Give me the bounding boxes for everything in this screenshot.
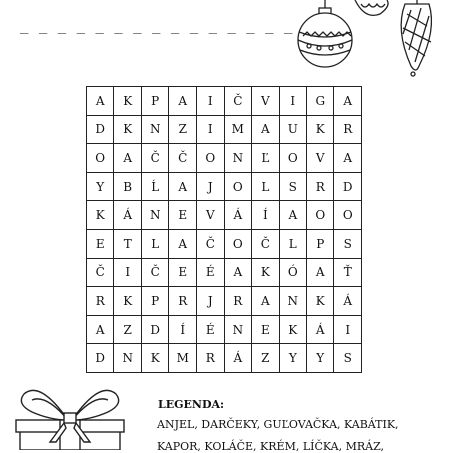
grid-cell: L [279, 229, 307, 258]
grid-cell: O [307, 201, 334, 230]
grid-row [87, 258, 362, 287]
grid-cell: I [114, 258, 142, 287]
grid-cell: N [279, 287, 307, 316]
grid-cell: Á [224, 344, 252, 373]
grid-cell: U [279, 115, 307, 144]
grid-cell: O [224, 172, 252, 201]
grid-cell: I [279, 87, 307, 116]
grid-cell: A [87, 315, 114, 344]
grid-cell: N [141, 201, 169, 230]
grid-cell: J [197, 287, 224, 316]
grid-cell: E [169, 201, 197, 230]
grid-cell: K [87, 201, 114, 230]
grid-cell: A [334, 87, 362, 116]
grid-cell: R [87, 287, 114, 316]
grid-cell: Y [87, 172, 114, 201]
grid-cell: A [169, 87, 197, 116]
grid-cell: Č [252, 229, 279, 258]
grid-cell: Č [87, 258, 114, 287]
name-line: _ _ _ _ _ _ _ _ _ _ _ _ _ _ _ [20, 18, 294, 34]
grid-row [87, 229, 362, 258]
grid-cell: M [224, 115, 252, 144]
grid-row [87, 144, 362, 173]
grid-cell: É [197, 315, 224, 344]
grid-cell: G [307, 87, 334, 116]
christmas-ornaments-icon [285, 0, 450, 80]
grid-cell: P [307, 229, 334, 258]
grid-cell: K [141, 344, 169, 373]
grid-row [87, 287, 362, 316]
legend-words-line-2: KAPOR, KOLÁČE, KRÉM, LÍČKA, MRÁZ, [157, 440, 385, 453]
grid-cell: Č [141, 144, 169, 173]
grid-cell: O [279, 144, 307, 173]
grid-cell: I [197, 87, 224, 116]
grid-cell: Č [169, 144, 197, 173]
grid-cell: Z [114, 315, 142, 344]
grid-cell: Á [307, 315, 334, 344]
grid-cell: S [334, 344, 362, 373]
grid-cell: A [114, 144, 142, 173]
grid-cell: É [197, 258, 224, 287]
legend-words-line-1: ANJEL, DARČEKY, GUĽOVAČKA, KABÁTIK, [157, 418, 399, 431]
grid-cell: E [252, 315, 279, 344]
grid-cell: N [224, 144, 252, 173]
grid-cell: K [252, 258, 279, 287]
grid-cell: R [197, 344, 224, 373]
grid-cell: P [141, 87, 169, 116]
legend-title: LEGENDA: [158, 398, 225, 411]
grid-cell: D [334, 172, 362, 201]
grid-row [87, 201, 362, 230]
grid-row [87, 172, 362, 201]
grid-cell: D [141, 315, 169, 344]
grid-cell: M [169, 344, 197, 373]
grid-cell: Č [197, 229, 224, 258]
grid-row [87, 315, 362, 344]
grid-cell: A [279, 201, 307, 230]
grid-cell: T [114, 229, 142, 258]
grid-cell: Ľ [252, 144, 279, 173]
grid-cell: L [141, 229, 169, 258]
grid-cell: Í [169, 315, 197, 344]
grid-cell: L [252, 172, 279, 201]
grid-cell: K [307, 287, 334, 316]
grid-cell: N [114, 344, 142, 373]
grid-cell: Á [114, 201, 142, 230]
grid-cell: A [87, 87, 114, 116]
gift-box-icon [10, 380, 130, 450]
grid-cell: E [169, 258, 197, 287]
grid-cell: D [87, 115, 114, 144]
grid-cell: S [334, 229, 362, 258]
grid-cell: K [114, 115, 142, 144]
grid-row [87, 344, 362, 373]
grid-cell: K [279, 315, 307, 344]
grid-cell: Í [252, 201, 279, 230]
grid-cell: D [87, 344, 114, 373]
grid-cell: A [169, 172, 197, 201]
grid-cell: Č [141, 258, 169, 287]
grid-cell: Z [169, 115, 197, 144]
grid-cell: O [87, 144, 114, 173]
grid-cell: N [224, 315, 252, 344]
grid-cell: Y [307, 344, 334, 373]
grid-cell: K [307, 115, 334, 144]
grid-cell: O [224, 229, 252, 258]
grid-cell: Z [252, 344, 279, 373]
grid-cell: Ĺ [141, 172, 169, 201]
grid-cell: K [114, 287, 142, 316]
grid-cell: P [141, 287, 169, 316]
grid-cell: Á [224, 201, 252, 230]
grid-cell: A [252, 115, 279, 144]
grid-cell: N [141, 115, 169, 144]
grid-cell: V [307, 144, 334, 173]
grid-cell: Y [279, 344, 307, 373]
word-search-grid [86, 86, 362, 373]
grid-cell: A [224, 258, 252, 287]
grid-cell: J [197, 172, 224, 201]
grid-cell: A [334, 144, 362, 173]
grid-cell: R [334, 115, 362, 144]
grid-cell: R [169, 287, 197, 316]
grid-cell: E [87, 229, 114, 258]
grid-cell: Á [334, 287, 362, 316]
grid-cell: R [224, 287, 252, 316]
grid-cell: V [252, 87, 279, 116]
grid-cell: Č [224, 87, 252, 116]
grid-cell: S [279, 172, 307, 201]
grid-cell: O [334, 201, 362, 230]
grid-cell: Ť [334, 258, 362, 287]
grid-cell: A [307, 258, 334, 287]
grid-cell: I [197, 115, 224, 144]
grid-row [87, 115, 362, 144]
grid-cell: I [334, 315, 362, 344]
grid-cell: R [307, 172, 334, 201]
grid-row [87, 87, 362, 116]
grid-cell: O [197, 144, 224, 173]
grid-cell: A [252, 287, 279, 316]
grid-cell: K [114, 87, 142, 116]
grid-cell: B [114, 172, 142, 201]
grid-cell: V [197, 201, 224, 230]
grid-cell: Ó [279, 258, 307, 287]
grid-cell: A [169, 229, 197, 258]
